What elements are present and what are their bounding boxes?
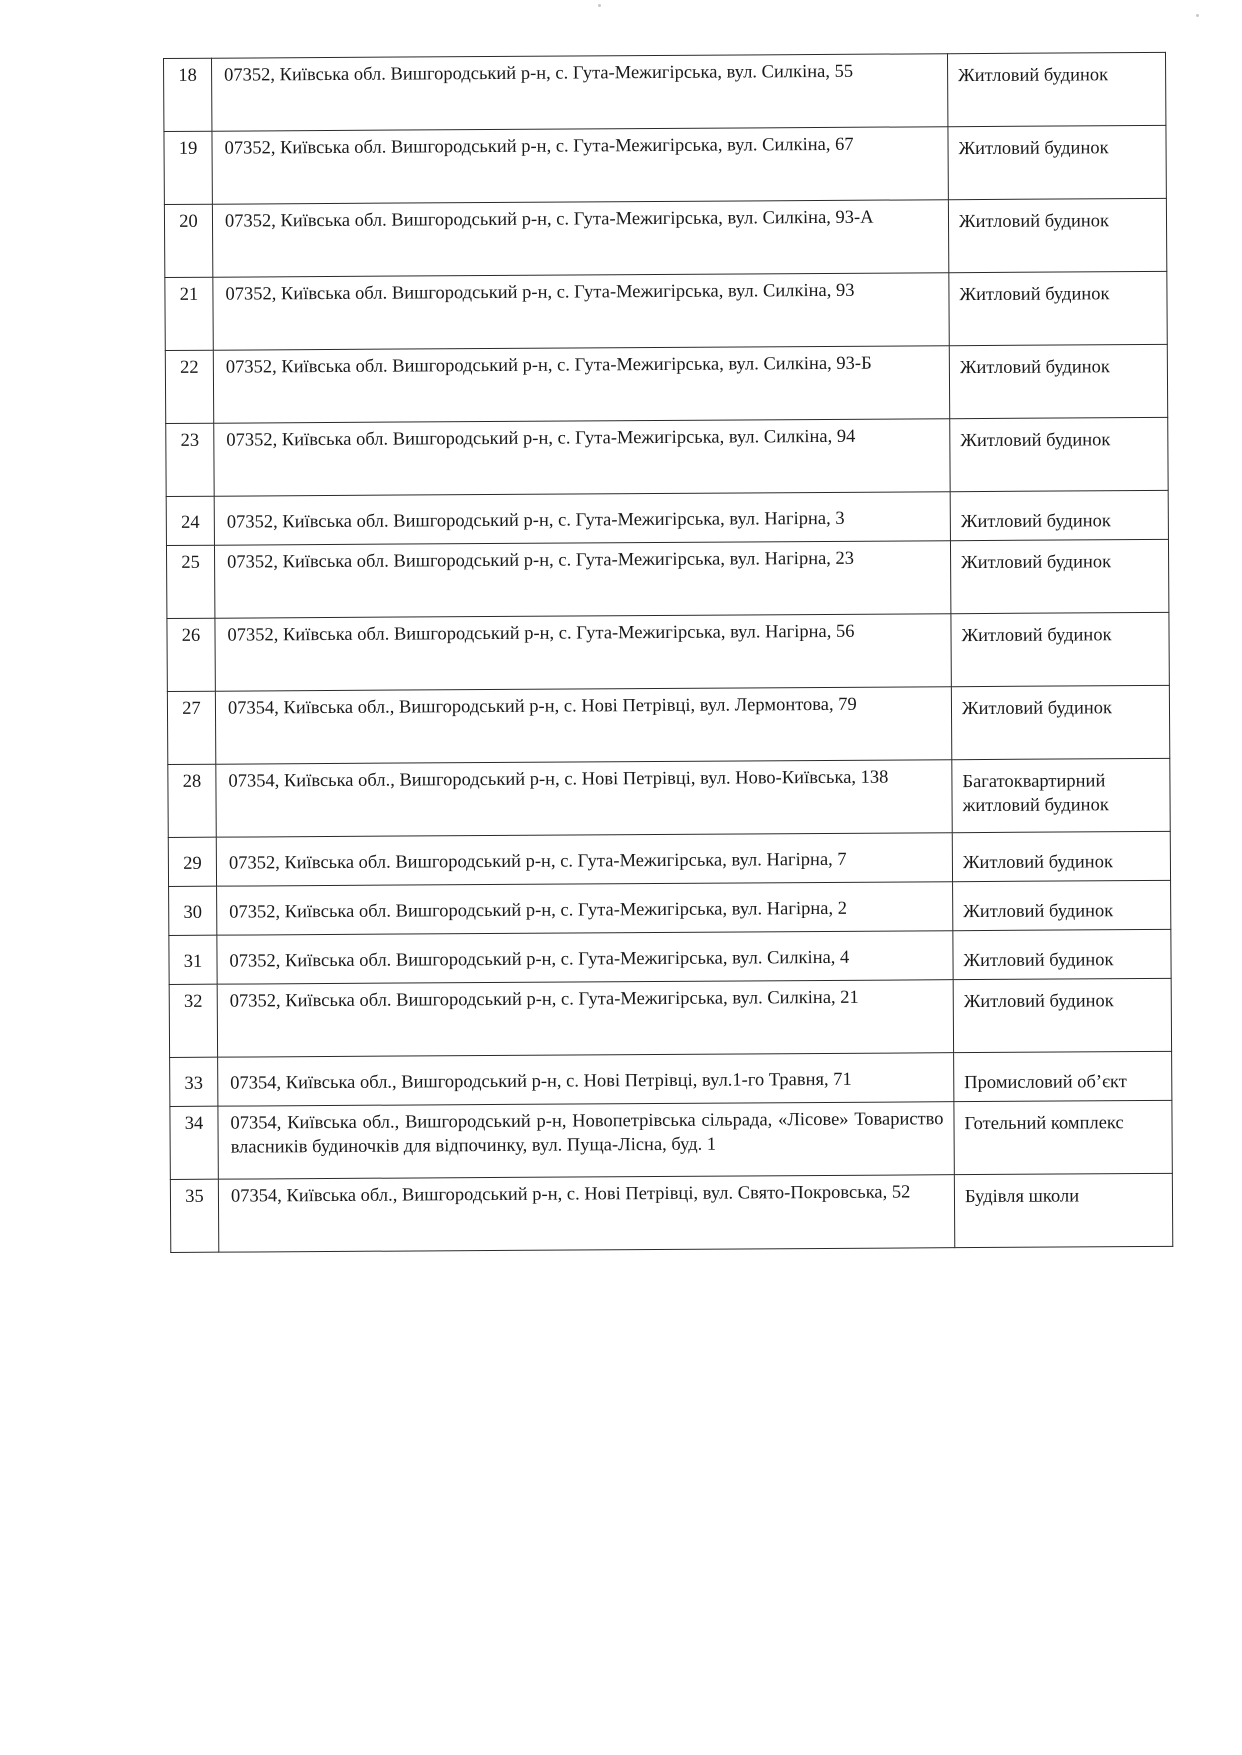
row-object-type: Житловий будинок: [959, 284, 1110, 306]
row-address: 07354, Київська обл., Вишгородський р-н, с. Нові Петрівці, вул. Свято-Покровська, 52: [230, 1182, 911, 1207]
row-number: 25: [181, 552, 200, 573]
row-address: 07352, Київська обл. Вишгородський р-н, с. Гута-Межигірська, вул. Силкіна, 93-Б: [225, 353, 872, 378]
table-row: [170, 1173, 1172, 1252]
row-number: 28: [182, 771, 202, 792]
table-row: [169, 880, 1171, 935]
row-number: 31: [183, 951, 203, 972]
row-object-type: Житловий будинок: [960, 430, 1111, 452]
table-row: [169, 929, 1171, 984]
table-row: [166, 539, 1168, 618]
row-number: 29: [183, 853, 202, 874]
row-address: 07352, Київська обл. Вишгородський р-н, с. Гута-Межигірська, вул. Силкіна, 94: [226, 426, 856, 451]
row-object-type: Житловий будинок: [961, 698, 1113, 720]
row-address: 07354, Київська обл., Вишгородський р-н, с. Нові Петрівці, вул.1-го Травня, 71: [230, 1069, 852, 1094]
row-address: 07352, Київська обл. Вишгородський р-н, с. Гута-Межигірська, вул. Нагірна, 3: [226, 508, 845, 533]
table-row: [166, 417, 1168, 496]
row-address: 07352, Київська обл. Вишгородський р-н, с. Гута-Межигірська, вул. Нагірна, 2: [229, 898, 847, 923]
row-object-type: Житловий будинок: [958, 138, 1109, 160]
row-number: 30: [183, 902, 203, 923]
row-object-type: Житловий будинок: [963, 991, 1114, 1013]
row-address: 07352, Київська обл. Вишгородський р-н, с. Гута-Межигірська, вул. Нагірна, 23: [227, 548, 855, 573]
scan-speck: [598, 4, 601, 7]
address-table: [163, 52, 1173, 1253]
row-object-type: Готельний комплекс: [964, 1113, 1124, 1135]
row-number: 23: [180, 430, 200, 451]
row-object-type: Житловий будинок: [961, 552, 1112, 574]
table-row: [169, 978, 1171, 1057]
row-address: 07352, Київська обл. Вишгородський р-н, с. Гута-Межигірська, вул. Нагірна, 56: [227, 621, 855, 646]
row-address: 07352, Київська обл. Вишгородський р-н, с. Гута-Межигірська, вул. Силкіна, 21: [229, 987, 859, 1012]
row-object-type: Житловий будинок: [962, 852, 1113, 874]
table-row: [164, 52, 1166, 131]
row-address: 07354, Київська обл., Вишгородський р-н, Новопетрівська сільрада, «Лісове» Товариство власників будиночків для відпочинку, вул. Пуща-Лісна, буд. 1: [230, 1109, 944, 1158]
row-number: 24: [181, 512, 200, 533]
row-number: 32: [183, 991, 203, 1012]
row-object-type: Житловий будинок: [960, 511, 1111, 533]
row-number: 26: [181, 625, 201, 646]
table-row: [165, 344, 1167, 423]
table-row: [167, 612, 1169, 691]
row-number: 34: [184, 1113, 204, 1134]
row-address: 07352, Київська обл. Вишгородський р-н, с. Гута-Межигірська, вул. Силкіна, 67: [224, 134, 854, 159]
row-number: 22: [180, 357, 199, 378]
row-address: 07352, Київська обл. Вишгородський р-н, с. Гута-Межигірська, вул. Силкіна, 93: [225, 280, 855, 305]
row-object-type: Житловий будинок: [963, 901, 1114, 923]
row-object-type: Житловий будинок: [958, 211, 1110, 233]
row-object-type: Промисловий об’єкт: [964, 1072, 1127, 1094]
row-number: 20: [179, 211, 198, 232]
row-number: 35: [185, 1186, 204, 1207]
row-object-type: Житловий будинок: [958, 65, 1109, 87]
row-object-type: Житловий будинок: [961, 625, 1112, 647]
row-object-type: Будівля школи: [964, 1186, 1080, 1208]
row-address: 07352, Київська обл. Вишгородський р-н, с. Гута-Межигірська, вул. Силкіна, 93-А: [224, 207, 874, 232]
table-row: [164, 125, 1166, 204]
row-object-type: Житловий будинок: [959, 357, 1110, 379]
row-address: 07352, Київська обл. Вишгородський р-н, с. Гута-Межигірська, вул. Силкіна, 55: [224, 61, 854, 86]
row-address: 07354, Київська обл., Вишгородський р-н, с. Нові Петрівці, вул. Лермонтова, 79: [227, 694, 857, 719]
row-address: 07352, Київська обл. Вишгородський р-н, с. Гута-Межигірська, вул. Нагірна, 7: [228, 849, 847, 874]
row-address: 07354, Київська обл., Вишгородський р-н, с. Нові Петрівці, вул. Ново-Київська, 138: [228, 767, 889, 792]
row-number: 21: [179, 284, 199, 305]
table-row: [168, 758, 1170, 837]
row-number: 33: [184, 1073, 204, 1094]
row-number: 27: [182, 698, 201, 719]
table-row: [170, 1051, 1172, 1106]
table-row: [166, 490, 1168, 545]
row-number: 19: [178, 138, 198, 159]
table-row: [170, 1100, 1172, 1179]
row-object-type: Житловий будинок: [963, 950, 1114, 972]
table-row: [168, 831, 1170, 886]
row-address: 07352, Київська обл. Вишгородський р-н, с. Гута-Межигірська, вул. Силкіна, 4: [229, 947, 850, 972]
table-row: [164, 198, 1166, 277]
row-object-type: Багатоквартирний житловий будинок: [962, 771, 1109, 817]
table-row: [165, 271, 1167, 350]
table-row: [167, 685, 1169, 764]
row-number: 18: [178, 65, 197, 86]
scan-speck: [1196, 14, 1199, 17]
